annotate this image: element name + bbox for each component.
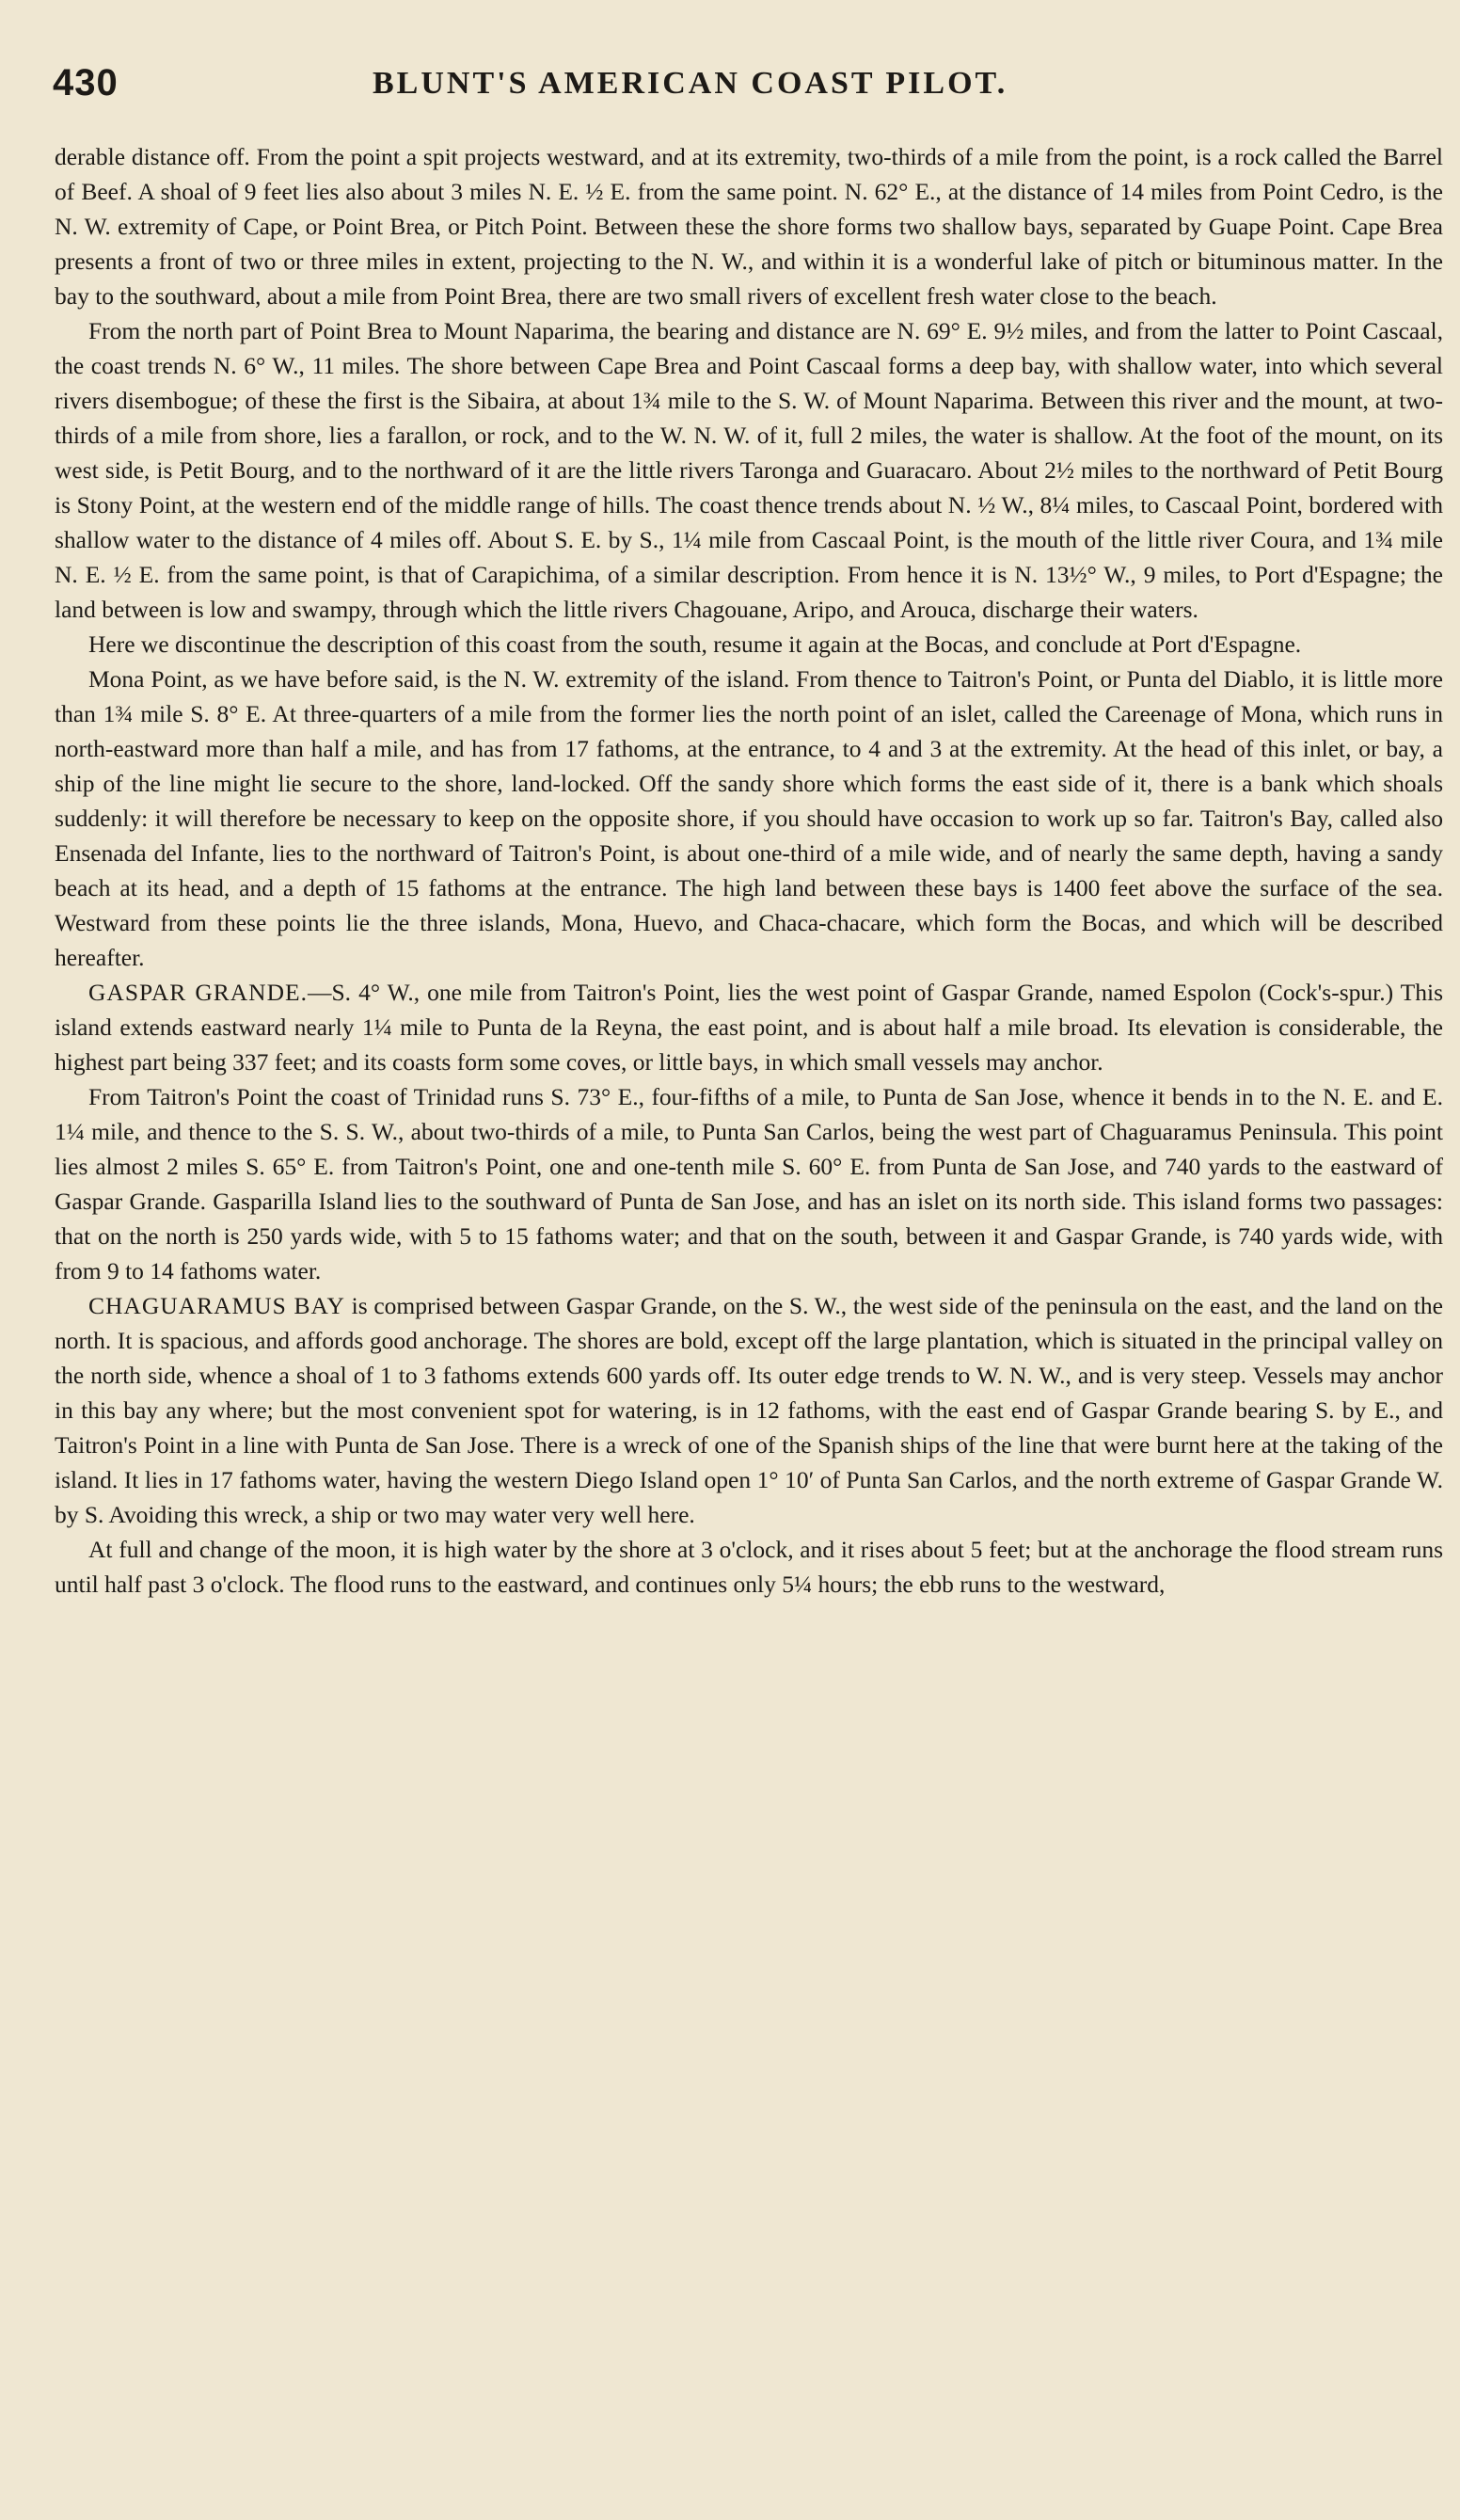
paragraph: Here we discontinue the description of this coast from the south, resume it again at the Bocas, and conclude at Port d'Espagne. <box>88 630 1302 658</box>
paragraph: derable distance off. From the point a spit projects westward, and at its extremity, two-thirds of a mile from the point, is a rock called the Barrel of Beef. A shoal of 9 feet lies also about 3 miles N. E. ½ E. from the same point. N. 62° E., at the distance of 14 miles from Point Cedro, is the N. W. extremity of Cape, or Point Brea, or Pitch Point. Between these the shore forms two shallow bays, separated by Guape Point. Cape Brea presents a front of two or three miles in extent, projecting to the N. W., and within it is a wonderful lake of pitch or bituminous matter. In the bay to the southward, about a mile from Point Brea, there are two small rivers of excellent fresh water close to the beach. <box>55 143 1443 310</box>
section-heading-gaspar-grande: GASPAR GRANDE. <box>88 979 308 1006</box>
page-number: 430 <box>53 62 119 104</box>
body-text <box>55 139 1443 1602</box>
section-heading-chaguaramus-bay: CHAGUARAMUS BAY <box>88 1292 345 1319</box>
paragraph: Mona Point, as we have before said, is the N. W. extremity of the island. From thence to Taitron's Point, or Punta del Diablo, it is little more than 1¾ mile S. 8° E. At three-quarters of a mile from the former lies the north point of an islet, called the Careenage of Mona, which runs in north-eastward more than half a mile, and has from 17 fathoms, at the entrance, to 4 and 3 at the extremity. At the head of this inlet, or bay, a ship of the line might lie secure to the shore, land-locked. Off the sandy shore which forms the east side of it, there is a bank which shoals suddenly: it will therefore be necessary to keep on the opposite shore, if you should have occasion to work up so far. Taitron's Bay, called also Ensenada del Infante, lies to the northward of Taitron's Point, is about one-third of a mile wide, and of nearly the same depth, having a sandy beach at its head, and a depth of 15 fathoms at the entrance. The high land between these bays is 1400 feet above the surface of the sea. Westward from these points lie the three islands, Mona, Huevo, and Chaca-chacare, which form the Bocas, and which will be described hereafter. <box>55 665 1443 971</box>
page-header <box>53 62 1445 115</box>
paragraph: From Taitron's Point the coast of Trinidad runs S. 73° E., four-fifths of a mile, to Punta de San Jose, whence it bends in to the N. E. and E. 1¼ mile, and thence to the S. S. W., about two-thirds of a mile, to Punta San Carlos, being the west part of Chaguaramus Peninsula. This point lies almost 2 miles S. 65° E. from Taitron's Point, one and one-tenth mile S. 60° E. from Punta de San Jose, and 740 yards to the eastward of Gaspar Grande. Gasparilla Island lies to the southward of Punta de San Jose, and has an islet on its north side. This island forms two passages: that on the north is 250 yards wide, with 5 to 15 fathoms water; and that on the south, between it and Gaspar Grande, is 740 yards wide, with from 9 to 14 fathoms water. <box>55 1083 1443 1284</box>
running-head: BLUNT'S AMERICAN COAST PILOT. <box>373 66 1008 101</box>
paragraph: At full and change of the moon, it is high water by the shore at 3 o'clock, and it rises about 5 feet; but at the anchorage the flood stream runs until half past 3 o'clock. The flood runs to the eastward, and continues only 5¼ hours; the ebb runs to the westward, <box>55 1536 1443 1598</box>
paragraph: GASPAR GRANDE.—S. 4° W., one mile from Taitron's Point, lies the west point of Gaspar Grande, named Espolon (Cock's-spur.) This island extends eastward nearly 1¼ mile to Punta de la Reyna, the east point, and is about half a mile broad. Its elevation is considerable, the highest part being 337 feet; and its coasts form some coves, or little bays, in which small vessels may anchor. <box>55 979 1443 1076</box>
paragraph: From the north part of Point Brea to Mount Naparima, the bearing and distance are N. 69° E. 9½ miles, and from the latter to Point Cascaal, the coast trends N. 6° W., 11 miles. The shore between Cape Brea and Point Cascaal forms a deep bay, with shallow water, into which several rivers disembogue; of these the first is the Sibaira, at about 1¾ mile to the S. W. of Mount Naparima. Between this river and the mount, at two-thirds of a mile from shore, lies a farallon, or rock, and to the W. N. W. of it, full 2 miles, the water is shallow. At the foot of the mount, on its west side, is Petit Bourg, and to the northward of it are the little rivers Taronga and Guaracaro. About 2½ miles to the northward of Petit Bourg is Stony Point, at the western end of the middle range of hills. The coast thence trends about N. ½ W., 8¼ miles, to Cascaal Point, bordered with shallow water to the distance of 4 miles off. About S. E. by S., 1¼ mile from Cascaal Point, is the mouth of the little river Coura, and 1¾ mile N. E. ½ E. from the same point, is that of Carapichima, of a similar description. From hence it is N. 13½° W., 9 miles, to Port d'Espagne; the land between is low and swampy, through which the little rivers Chagouane, Aripo, and Arouca, discharge their waters. <box>55 317 1443 623</box>
paragraph: CHAGUARAMUS BAY is comprised between Gaspar Grande, on the S. W., the west side of the peninsula on the east, and the land on the north. It is spacious, and affords good anchorage. The shores are bold, except off the large plantation, which is situated in the principal valley on the north side, whence a shoal of 1 to 3 fathoms extends 600 yards off. Its outer edge trends to W. N. W., and is very steep. Vessels may anchor in this bay any where; but the most convenient spot for watering, is in 12 fathoms, with the east end of Gaspar Grande bearing S. by E., and Taitron's Point in a line with Punta de San Jose. There is a wreck of one of the Spanish ships of the line that were burnt here at the taking of the island. It lies in 17 fathoms water, having the western Diego Island open 1° 10′ of Punta San Carlos, and the north extreme of Gaspar Grande W. by S. Avoiding this wreck, a ship or two may water very well here. <box>55 1292 1444 1528</box>
